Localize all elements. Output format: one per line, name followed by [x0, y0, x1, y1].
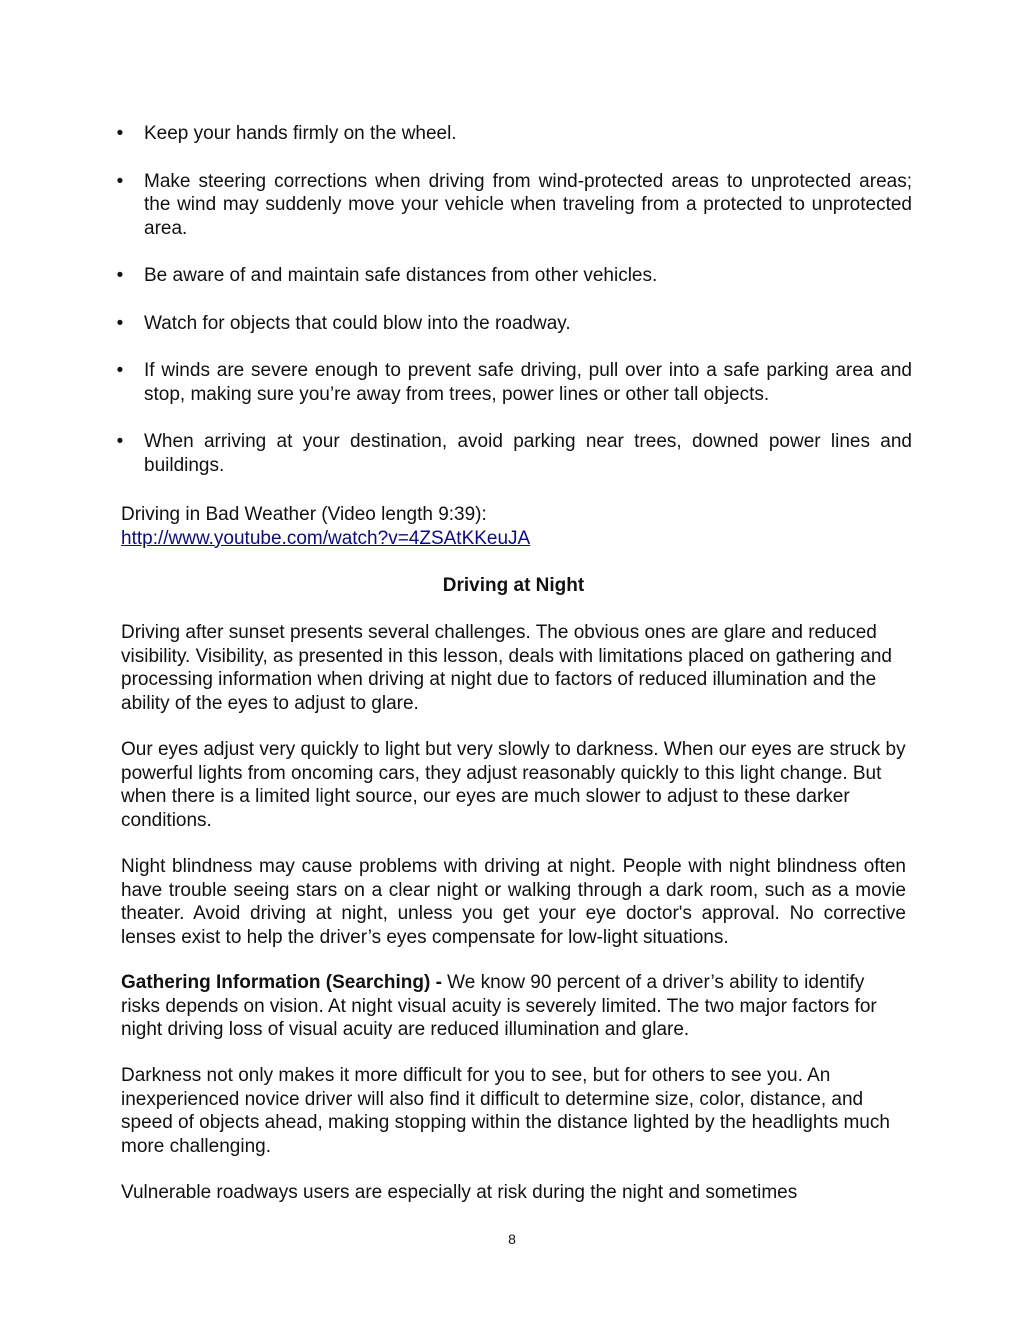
paragraph-darkness: Darkness not only makes it more difficult for you to see, but for others to see you. An inexperienced novice driver will also find it difficult to determine size, color, distance, and speed of objects ahead, making stopping within the distance lighted by the headlights much more challenging.	[121, 1065, 890, 1157]
bullet-item	[112, 312, 912, 336]
paragraph-sunset-challenges: Driving after sunset presents several challenges. The obvious ones are glare and reduced visibility. Visibility, as presented in this lesson, deals with limitations placed on gathering and processing information when driving at night due to factors of reduced illumination and the ability of the eyes to adjust to glare.	[121, 622, 892, 714]
bullet-icon: •	[116, 431, 124, 452]
bullet-item	[112, 430, 912, 477]
bullet-text: Be aware of and maintain safe distances from other vehicles.	[144, 265, 658, 286]
paragraph-vulnerable-users: Vulnerable roadways users are especially at risk during the night and sometimes	[121, 1182, 798, 1203]
bullet-text: If winds are severe enough to prevent safe driving, pull over into a safe parking area and stop, making sure you’re away from trees, power lines or other tall objects.	[144, 360, 912, 405]
paragraph-lead-heading: Gathering Information (Searching) -	[121, 972, 442, 993]
bullet-icon: •	[116, 170, 124, 192]
bullet-list	[112, 122, 912, 501]
bullet-icon: •	[116, 312, 124, 334]
paragraph-eye-adjustment: Our eyes adjust very quickly to light but very slowly to darkness. When our eyes are struck by powerful lights from oncoming cars, they adjust reasonably quickly to this light change. But when there is a limited light source, our eyes are much slower to adjust to these darker conditions.	[121, 739, 906, 831]
bullet-icon: •	[116, 265, 124, 286]
bullet-item	[112, 359, 912, 406]
bullet-text: Make steering corrections when driving from wind-protected areas to unprotected areas; the wind may suddenly move your vehicle when traveling from a protected to unprotected area.	[144, 170, 912, 239]
bullet-item	[112, 122, 912, 146]
video-reference	[121, 503, 906, 550]
bullet-text: Watch for objects that could blow into the roadway.	[144, 312, 571, 334]
bullet-item	[112, 170, 912, 241]
bullet-text: Keep your hands firmly on the wheel.	[144, 123, 457, 144]
page-number: 8	[508, 1231, 516, 1247]
bullet-icon: •	[116, 123, 124, 144]
paragraph-body: We know 90 percent of a driver’s ability to identify risks depends on vision. At night visual acuity is severely limited. The two major factors for night driving loss of visual acuity are reduced illumination and glare.	[121, 972, 877, 1040]
bullet-text: When arriving at your destination, avoid parking near trees, downed power lines and buildings.	[144, 431, 912, 476]
paragraph-gathering-information	[121, 971, 906, 1042]
bullet-icon: •	[116, 360, 124, 381]
paragraph-night-blindness: Night blindness may cause problems with driving at night. People with night blindness often have trouble seeing stars on a clear night or walking through a dark room, such as a movie theater. Avoid driving at night, unless you get your eye doctor's approval. No corrective lenses exist to help the driver’s eyes compensate for low-light situations.	[121, 856, 906, 948]
video-link[interactable]: http://www.youtube.com/watch?v=4ZSAtKKeuJA	[121, 527, 531, 549]
bullet-item	[112, 264, 912, 288]
video-label: Driving in Bad Weather (Video length 9:39):	[121, 504, 487, 525]
section-heading: Driving at Night	[442, 575, 585, 596]
